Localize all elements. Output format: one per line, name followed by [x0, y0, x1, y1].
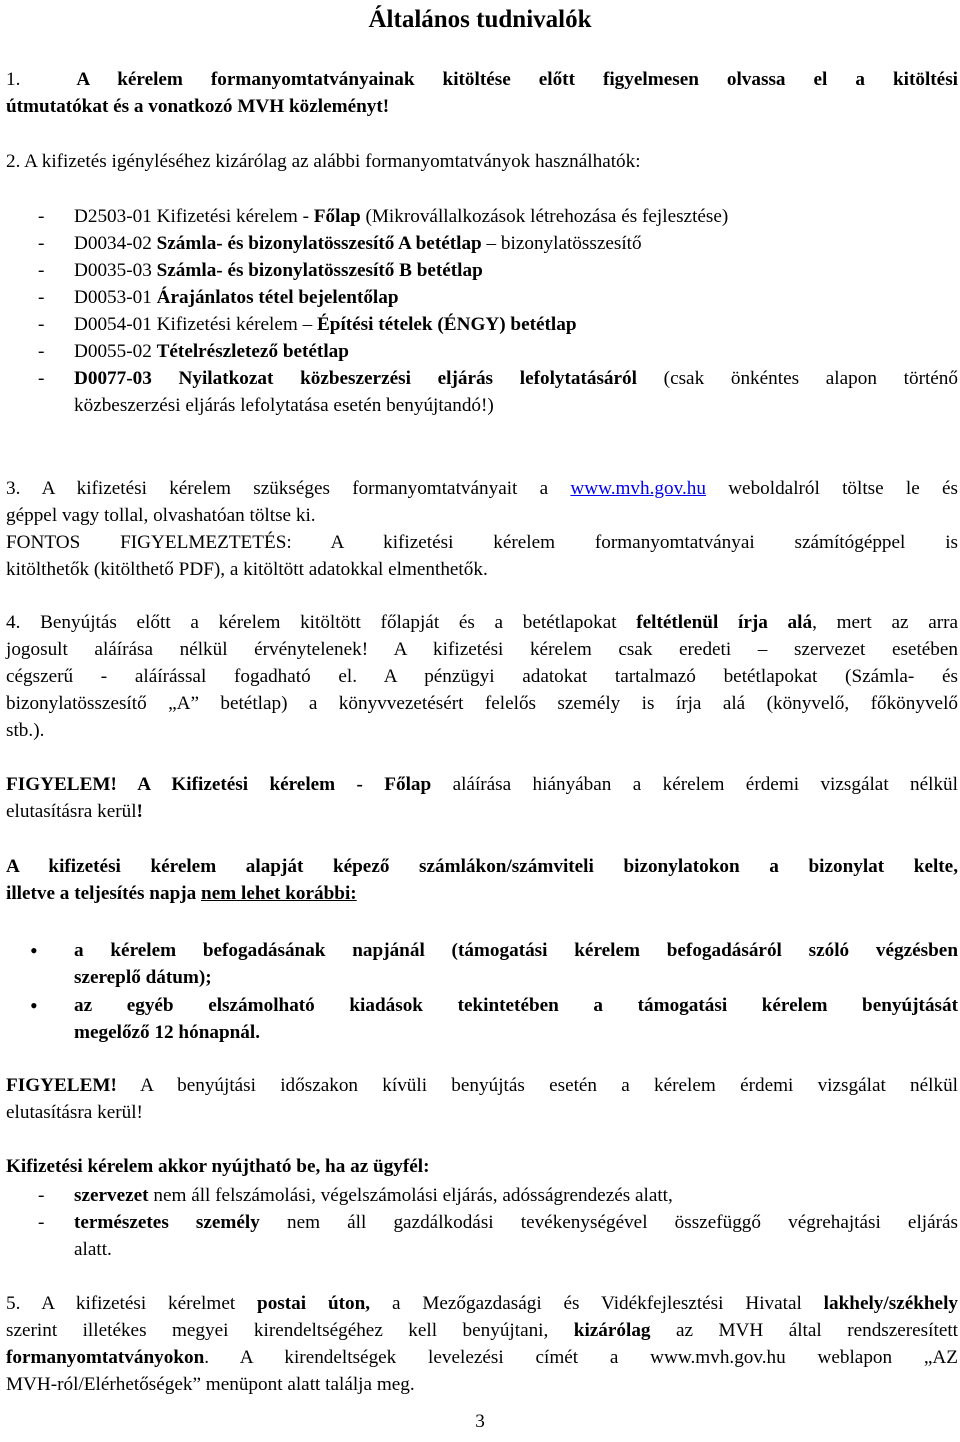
bullet-item-line-2 — [74, 964, 958, 991]
paragraph-3-line-1 — [6, 475, 958, 502]
paragraph-3-text-after: weboldalról töltse le és — [705, 478, 958, 499]
warning-bold: A Kifizetési kérelem - Főlap — [116, 774, 432, 795]
form-list-item — [74, 311, 577, 338]
date-rule-text: A kifizetési kérelem alapját képező számlákon/számviteli bizonylatokon a bizonylat kelte, — [6, 856, 958, 877]
warning-text: aláírása hiányában a kérelem érdemi vizsgálat nélkül — [431, 774, 958, 795]
list-dash: - — [38, 368, 45, 389]
condition-text: nem áll felszámolási, végelszámolási eljárás, adósságrendezés alatt, — [148, 1185, 673, 1206]
bullet-text: az egyéb elszámolható kiadások tekintetében a támogatási kérelem benyújtását — [74, 995, 958, 1016]
conditions-heading — [6, 1153, 958, 1180]
form-list-item — [74, 257, 483, 284]
paragraph-1-line-2 — [6, 93, 958, 120]
page-title: Általános tudnivalók — [368, 6, 592, 33]
p5-bold-b: postai úton, — [257, 1293, 371, 1314]
p5-text-2a: szerint illetékes megyei kirendeltségéhez kell benyújtani, — [6, 1320, 574, 1341]
p5-bold-3a: formanyomtatványokon — [6, 1347, 205, 1368]
bullet-dot: • — [30, 938, 38, 963]
form-list-item — [74, 230, 642, 257]
mvh-website-link[interactable]: www.mvh.gov.hu — [570, 478, 706, 499]
condition-item-line-2: alatt. — [74, 1239, 112, 1260]
list-dash: - — [38, 1185, 45, 1206]
date-rule-line-1 — [6, 853, 958, 880]
form-desc: – bizonylatösszesítő — [481, 233, 642, 254]
condition-item — [74, 1182, 673, 1209]
p5-text-c: a Mezőgazdasági és Vidékfejlesztési Hivatal — [370, 1293, 824, 1314]
list-dash: - — [38, 314, 45, 335]
condition-item — [74, 1209, 958, 1236]
bullet-item-line-2 — [74, 1019, 958, 1046]
form-list-item — [74, 203, 728, 230]
warning-2-line-2: elutasításra kerül! — [6, 1102, 143, 1123]
list-dash: - — [38, 233, 45, 254]
p5-text-2c: az MVH által rendszeresített — [650, 1320, 958, 1341]
bullet-text: a kérelem befogadásának napjánál (támogatási kérelem befogadásáról szóló végzésben — [74, 940, 958, 961]
important-warning-line-1: FONTOS FIGYELMEZTETÉS: A kifizetési kérelem formanyomtatványai számítógéppel is — [6, 532, 958, 553]
list-dash: - — [38, 287, 45, 308]
paragraph-4-line-5: stb.). — [6, 720, 45, 741]
form-list-item — [74, 284, 399, 311]
p4-text-bold: feltétlenül írja alá — [636, 612, 813, 633]
form-name: Árajánlatos tétel bejelentőlap — [156, 287, 399, 308]
bullet-dot: • — [30, 993, 38, 1018]
paragraph-5-line-3 — [6, 1344, 958, 1371]
form-name: Főlap — [313, 206, 361, 227]
p4-text-a: 4. Benyújtás előtt a kérelem kitöltött főlapját és a betétlapokat — [6, 612, 637, 633]
date-rule-underlined: nem lehet korábbi: — [201, 883, 357, 904]
form-desc: (Mikrovállalkozások létrehozása és fejlesztése) — [360, 206, 729, 227]
paragraph-4-line-4: bizonylatösszesítő „A” betétlap) a könyvvezetésért felelős személy is írja alá (könyvelő, főkönyvelő — [6, 693, 958, 714]
bullet-text-2: megelőző 12 hónapnál. — [74, 1022, 261, 1043]
p5-bold-2b: kizárólag — [573, 1320, 651, 1341]
form-name: Számla- és bizonylatösszesítő B betétlap — [156, 260, 483, 281]
form-name: Számla- és bizonylatösszesítő A betétlap — [156, 233, 482, 254]
form-code: D0034-02 — [74, 233, 157, 254]
warning-2-text: A benyújtási időszakon kívüli benyújtás esetén a kérelem érdemi vizsgálat nélkül — [116, 1075, 958, 1096]
paragraph-4-line-2: jogosult aláírása nélkül érvénytelenek! A kifizetési kérelem csak eredeti – szervezet esetében — [6, 639, 958, 660]
warning-text-2: elutasításra kerül — [6, 801, 137, 822]
form-list-item — [74, 338, 349, 365]
date-rule-line-2 — [6, 880, 958, 907]
warning-1-line-2 — [6, 798, 958, 825]
bullet-item-line-1 — [74, 992, 958, 1019]
paragraph-number: 1. — [6, 69, 21, 90]
warning-2-line-1 — [6, 1072, 958, 1099]
form-code: D2503-01 Kifizetési kérelem - — [74, 206, 314, 227]
form-list-item-last — [74, 365, 958, 392]
paragraph-3-line-2: géppel vagy tollal, olvashatóan töltse ki. — [6, 505, 316, 526]
warning-2-label: FIGYELEM! — [6, 1075, 117, 1096]
p5-text-3b: . A kirendeltségek levelezési címét a www.mvh.gov.hu weblapon „AZ — [204, 1347, 958, 1368]
p5-bold-d: lakhely/székhely — [823, 1293, 958, 1314]
important-warning-line-2: kitölthetők (kitölthető PDF), a kitöltött adatokkal elmenthetők. — [6, 559, 488, 580]
list-dash: - — [38, 260, 45, 281]
warning-label: FIGYELEM! — [6, 774, 117, 795]
form-desc: (csak önkéntes alapon történő — [636, 368, 958, 389]
form-code-bold: D0077-03 Nyilatkozat közbeszerzési eljárás lefolytatásáról — [74, 368, 637, 389]
p4-text-c: , mert az arra — [812, 612, 959, 633]
p5-text-a: 5. A kifizetési kérelmet — [6, 1293, 258, 1314]
conditions-heading-text: Kifizetési kérelem akkor nyújtható be, ha az ügyfél: — [6, 1156, 430, 1177]
form-code: D0054-01 Kifizetési kérelem – — [74, 314, 317, 335]
condition-subject: természetes személy — [74, 1212, 260, 1233]
list-dash: - — [38, 1212, 45, 1233]
paragraph-5-line-4: MVH-ról/Elérhetőségek” menüpont alatt találja meg. — [6, 1374, 415, 1395]
bullet-item-line-1 — [74, 937, 958, 964]
condition-text: nem áll gazdálkodási tevékenységével összefüggő végrehajtási eljárás — [259, 1212, 959, 1233]
paragraph-3-text: 3. A kifizetési kérelem szükséges formanyomtatványait a — [6, 478, 571, 499]
page-number: 3 — [475, 1411, 485, 1432]
form-code: D0035-03 — [74, 260, 157, 281]
paragraph-1-text-2: útmutatókat és a vonatkozó MVH közleményt! — [6, 96, 390, 117]
list-dash: - — [38, 341, 45, 362]
bullet-text-2: szereplő dátum); — [74, 967, 212, 988]
form-code: D0055-02 — [74, 341, 157, 362]
list-dash: - — [38, 206, 45, 227]
paragraph-1-text: A kérelem formanyomtatványainak kitöltése előtt figyelmesen olvassa el a kitöltési — [76, 69, 958, 90]
warning-mark: ! — [136, 801, 143, 822]
paragraph-5-line-1 — [6, 1290, 958, 1317]
form-code: D0053-01 — [74, 287, 157, 308]
date-rule-text-2: illetve a teljesítés napja — [6, 883, 202, 904]
form-name: Tételrészletező betétlap — [156, 341, 349, 362]
paragraph-4-line-3: cégszerű - aláírással fogadható el. A pénzügyi adatokat tartalmazó betétlapokat (Számla- és — [6, 666, 958, 687]
form-list-item-last-line-2: közbeszerzési eljárás lefolytatása esetén benyújtandó!) — [74, 395, 494, 416]
paragraph-2-intro: 2. A kifizetés igényléséhez kizárólag az alábbi formanyomtatványok használhatók: — [6, 151, 641, 172]
condition-subject: szervezet — [74, 1185, 149, 1206]
paragraph-1-line-1 — [6, 66, 958, 93]
warning-1-line-1 — [6, 771, 958, 798]
paragraph-4-line-1 — [6, 609, 958, 636]
paragraph-5-line-2 — [6, 1317, 958, 1344]
form-name: Építési tételek (ÉNGY) betétlap — [316, 314, 577, 335]
